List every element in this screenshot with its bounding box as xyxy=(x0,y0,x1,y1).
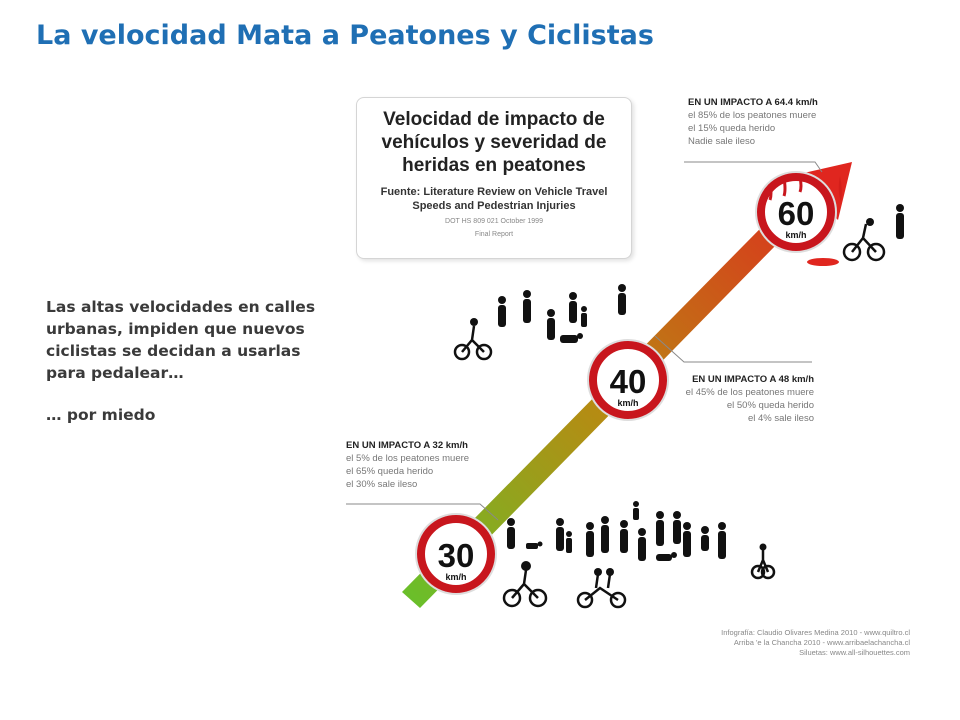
walker-icon xyxy=(586,522,594,557)
impact-heading: EN UN IMPACTO A 32 km/h xyxy=(346,440,468,451)
walker-icon xyxy=(620,520,628,553)
walker-icon xyxy=(523,290,531,323)
sign-speed-60: 60 xyxy=(777,195,815,232)
body-paragraph: Las altas velocidades en calles urbanas, impiden que nuevos ciclistas se decidan a usarlas para pedalear… xyxy=(46,298,316,382)
impact-heading: EN UN IMPACTO A 64.4 km/h xyxy=(688,97,818,108)
credit-line: Siluetas: www.all-silhouettes.com xyxy=(799,648,910,657)
impact-line: Nadie sale ileso xyxy=(688,136,756,147)
impact-line: el 4% sale ileso xyxy=(747,413,814,424)
sign-unit-30: km/h xyxy=(445,572,467,582)
walker-icon xyxy=(581,306,587,327)
walker-icon xyxy=(618,284,626,315)
walker-icon xyxy=(547,309,555,340)
slide-title: La velocidad Mata a Peatones y Ciclistas xyxy=(36,20,654,51)
sign-unit-60: km/h xyxy=(785,230,807,240)
walker-icon xyxy=(896,204,904,239)
impact-line: el 30% sale ileso xyxy=(346,479,418,490)
bicycle-icon xyxy=(578,568,625,607)
walker-icon xyxy=(638,528,646,561)
walker-icon xyxy=(601,516,609,553)
infographic-reference-2: Final Report xyxy=(474,231,514,238)
bicycle-icon xyxy=(455,318,491,359)
infographic-source: Fuente: Literature Review on Vehicle Travel Speeds and Pedestrian Injuries xyxy=(380,186,608,212)
infographic-credits xyxy=(710,628,910,658)
walker-icon xyxy=(569,292,577,323)
impact-64-block xyxy=(688,96,848,148)
speed-sign-60 xyxy=(756,172,836,252)
impact-line: el 15% queda herido xyxy=(688,123,776,134)
sign-speed-30: 30 xyxy=(437,537,475,574)
impact-line: el 50% queda herido xyxy=(726,400,814,411)
impact-line: el 65% queda herido xyxy=(346,466,434,477)
walker-icon xyxy=(566,531,572,553)
infographic-reference-1: DOT HS 809 021 October 1999 xyxy=(445,218,543,225)
body-paragraph-fear: … por miedo xyxy=(46,406,156,424)
walker-icon xyxy=(556,518,564,551)
impact-line: el 85% de los peatones muere xyxy=(688,110,817,121)
infographic-title-box xyxy=(356,97,632,259)
walker-icon xyxy=(498,296,506,327)
walker-icon xyxy=(718,522,726,559)
bicycle-icon xyxy=(752,544,774,579)
dog-icon xyxy=(526,542,543,550)
bicycle-icon xyxy=(844,218,884,260)
speed-sign-30 xyxy=(416,514,496,594)
impact-48-block xyxy=(660,373,814,425)
infographic-title: Velocidad de impacto de vehículos y severidad de heridas en peatones xyxy=(381,109,607,176)
credit-line: Arriba 'e la Chancha 2010 - www.arribaelachancha.cl xyxy=(733,638,910,647)
walker-icon xyxy=(507,518,515,549)
impact-line: el 5% de los peatones muere xyxy=(346,453,470,464)
impact-heading: EN UN IMPACTO A 48 km/h xyxy=(692,374,814,385)
sign-unit-40: km/h xyxy=(617,398,639,408)
bicycle-icon xyxy=(504,561,546,606)
walker-icon xyxy=(701,526,709,551)
walker-icon xyxy=(633,501,639,520)
walker-icon xyxy=(683,522,691,557)
dog-icon xyxy=(656,552,677,561)
impact-32-block xyxy=(346,439,506,491)
speed-sign-40 xyxy=(588,340,668,420)
credit-line: Infografía: Claudio Olivares Medina 2010 - www.quiltro.cl xyxy=(721,628,910,637)
dog-icon xyxy=(560,333,583,343)
walker-icon xyxy=(673,511,681,544)
walker-icon xyxy=(656,511,664,546)
sign-speed-40: 40 xyxy=(609,363,647,400)
impact-line: el 45% de los peatones muere xyxy=(685,387,814,398)
